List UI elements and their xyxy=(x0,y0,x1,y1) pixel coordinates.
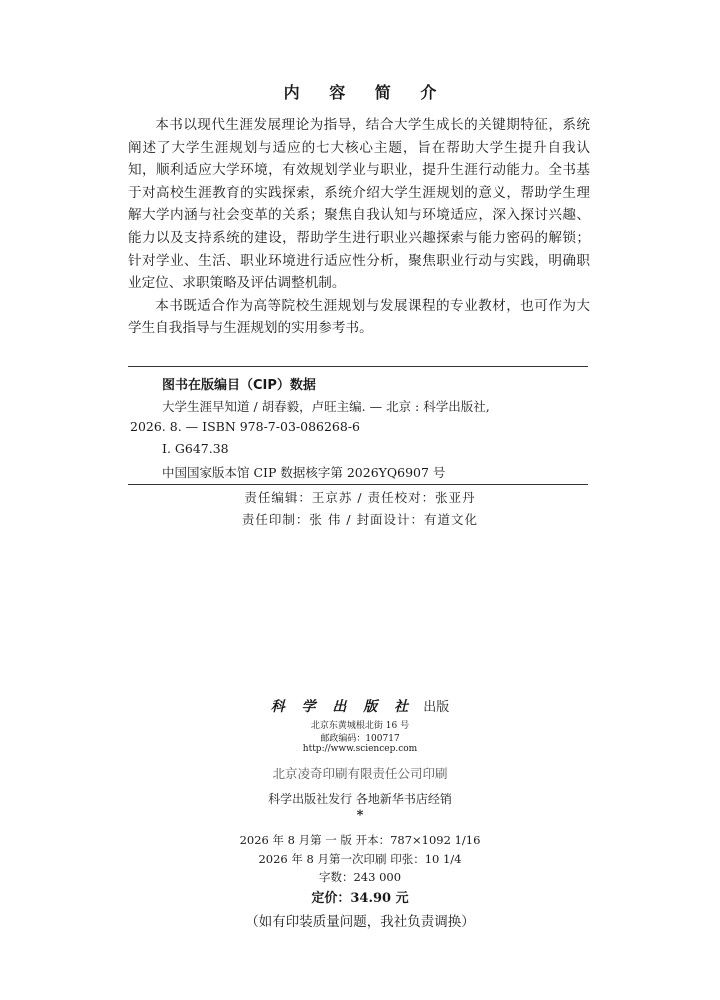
printer: 北京凌奇印刷有限责任公司印刷 xyxy=(272,766,448,781)
editors-line-2: 责任印制：张 伟 / 封面设计：有道文化 xyxy=(241,512,479,527)
publisher-suffix: 出版 xyxy=(423,700,450,715)
publisher-url: http://www.sciencep.com xyxy=(302,744,418,754)
cip-line-1: 大学生涯早知道 / 胡春毅，卢旺主编. — 北京 : 科学出版社, xyxy=(162,399,490,414)
summary-section xyxy=(128,114,590,340)
publisher-postcode: 邮政编码：100717 xyxy=(320,734,400,744)
price-label: 定价： xyxy=(311,891,351,906)
publisher-logo: 科 学 出 版 社 xyxy=(270,699,415,715)
editors-line-1: 责任编辑：王京苏 / 责任校对：张亚丹 xyxy=(244,490,476,505)
price-line xyxy=(0,887,720,906)
quality-notice: （如有印装质量问题，我社负责调换） xyxy=(245,914,475,930)
cip-top-rule xyxy=(128,366,588,367)
edition-line-2: 2026 年 8 月第一次印刷 印张：10 1/4 xyxy=(258,852,462,866)
page-title: 内 容 简 介 xyxy=(283,83,449,102)
cip-line-3: Ⅰ. G647.38 xyxy=(162,441,229,456)
word-count: 字数：243 000 xyxy=(318,870,402,884)
publisher-address: 北京东黄城根北街 16 号 xyxy=(310,721,410,731)
separator-star: * xyxy=(356,808,364,823)
summary-paragraph-1: 本书以现代生涯发展理论为指导，结合大学生成长的关键期特征，系统阐述了大学生涯规划与适应的七大核心主题，旨在帮助大学生提升自我认知，顺利适应大学环境，有效规划学业与职业，提升生涯行动能力。全书基于对高校生涯教育的实践探索，系统介绍大学生涯规划的意义，帮助学生理解大学内涵与社会变革的关系；聚焦自我认知与环境适应，深入探讨兴趣、能力以及支持系统的建设，帮助学生进行职业兴趣探索与能力密码的解锁；针对学业、生活、职业环境进行适应性分析，聚焦职业行动与实践，明确职业定位、求职策略及评估调整机制。 xyxy=(128,117,590,292)
cip-line-4: 中国国家版本馆 CIP 数据核字第 2026YQ6907 号 xyxy=(162,465,446,480)
cip-line-2: 2026. 8. — ISBN 978-7-03-086268-6 xyxy=(130,419,361,434)
cip-heading: 图书在版编目（CIP）数据 xyxy=(162,378,316,393)
price-value: 34.90 元 xyxy=(350,891,409,906)
publisher-line xyxy=(0,696,720,716)
summary-paragraph-2: 本书既适合作为高等院校生涯规划与发展课程的专业教材，也可作为大学生自我指导与生涯规划的实用参考书。 xyxy=(128,297,590,337)
edition-line-1: 2026 年 8 月第 一 版 开本：787×1092 1/16 xyxy=(239,833,481,847)
cip-bottom-rule xyxy=(128,484,588,485)
distribution: 科学出版社发行 各地新华书店经销 xyxy=(268,792,452,806)
